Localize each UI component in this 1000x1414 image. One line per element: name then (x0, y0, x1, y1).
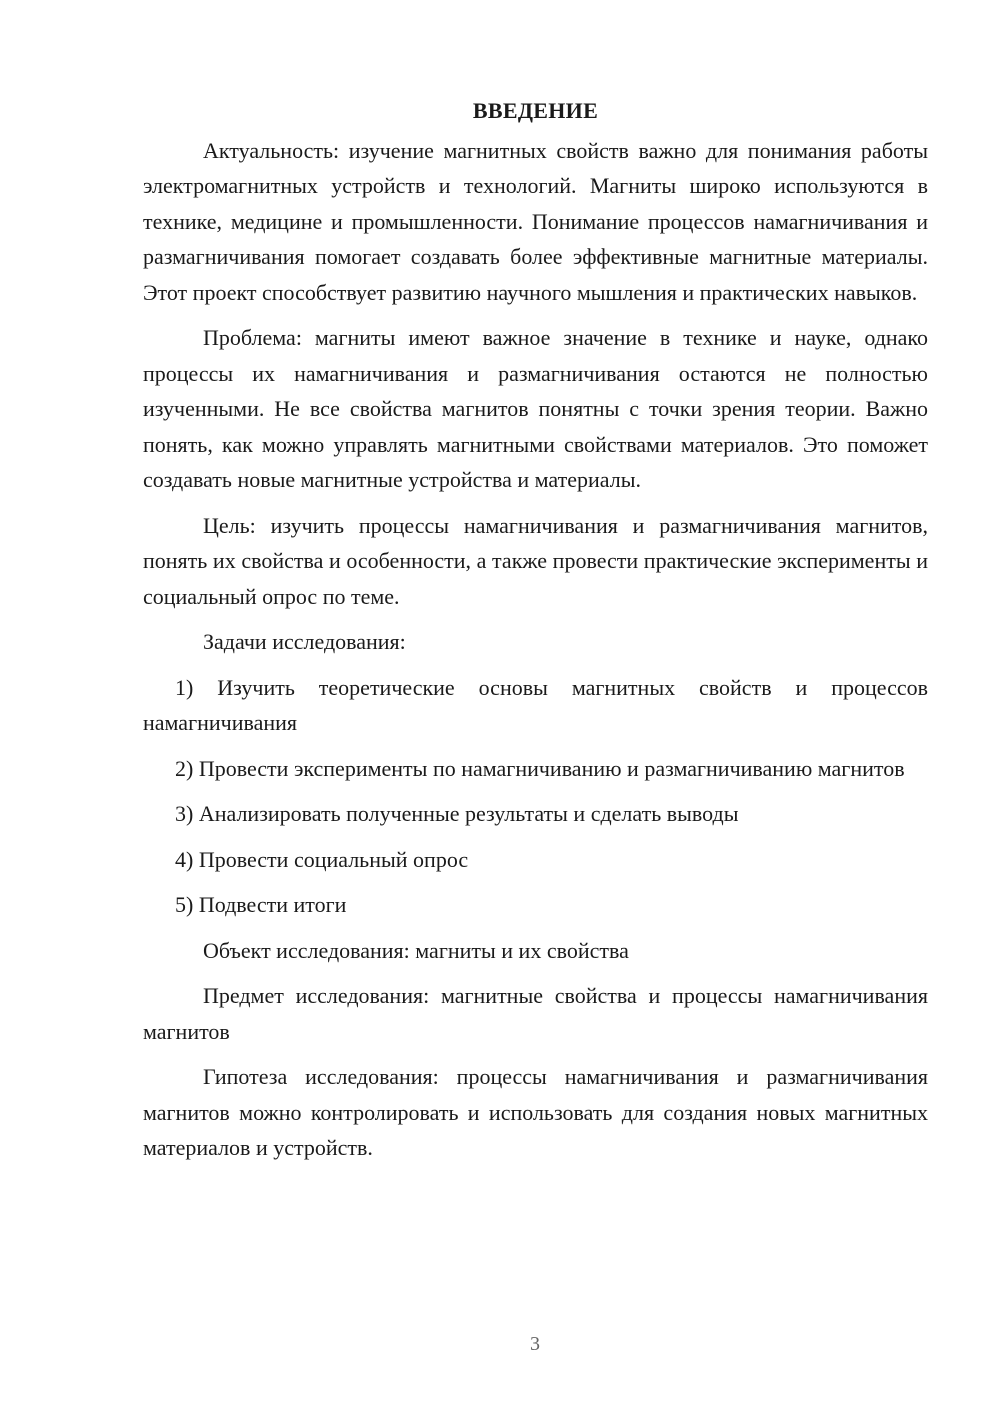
page-number: 3 (530, 1333, 540, 1355)
paragraph-hypothesis: Гипотеза исследования: процессы намагничивания и размагничивания магнитов можно контролировать и использовать для создания новых магнитных материалов и устройств. (143, 1064, 928, 1160)
task-item-2: 2) Провести эксперименты по намагничиванию и размагничиванию магнитов (175, 755, 905, 781)
task-item-3: 3) Анализировать полученные результаты и сделать выводы (175, 801, 739, 826)
paragraph-goal: Цель: изучить процессы намагничивания и размагничивания магнитов, понять их свойства и особенности, а также провести практические эксперименты и социальный опрос по теме. (143, 512, 928, 609)
task-item-1: 1) Изучить теоретические основы магнитных свойств и процессов намагничивания (143, 674, 928, 735)
paragraph-subject: Предмет исследования: магнитные свойства и процессы намагничивания магнитов (143, 983, 928, 1044)
page-content (143, 93, 928, 1176)
paragraph-relevance: Актуальность: изучение магнитных свойств важно для понимания работы электромагнитных устройств и технологий. Магниты широко используются в технике, медицине и промышленности. Понимание процессов намагничивания и размагничивания помогает создавать более эффективные магнитные материалы. Этот проект способствует развитию научного мышления и практических навыков. (143, 137, 928, 305)
page-title: ВВЕДЕНИЕ (472, 98, 599, 123)
task-item-5: 5) Подвести итоги (175, 892, 347, 917)
task-item-4: 4) Провести социальный опрос (175, 846, 469, 872)
paragraph-problem: Проблема: магниты имеют важное значение в технике и науке, однако процессы их намагничивания и размагничивания остаются не полностью изученными. Не все свойства магнитов понятны с точки зрения теории. Важно понять, как можно управлять магнитными свойствами материалов. Это поможет создавать новые магнитные устройства и материалы. (143, 325, 928, 492)
tasks-heading: Задачи исследования: (203, 629, 406, 654)
paragraph-object: Объект исследования: магниты и их свойства (203, 937, 629, 963)
